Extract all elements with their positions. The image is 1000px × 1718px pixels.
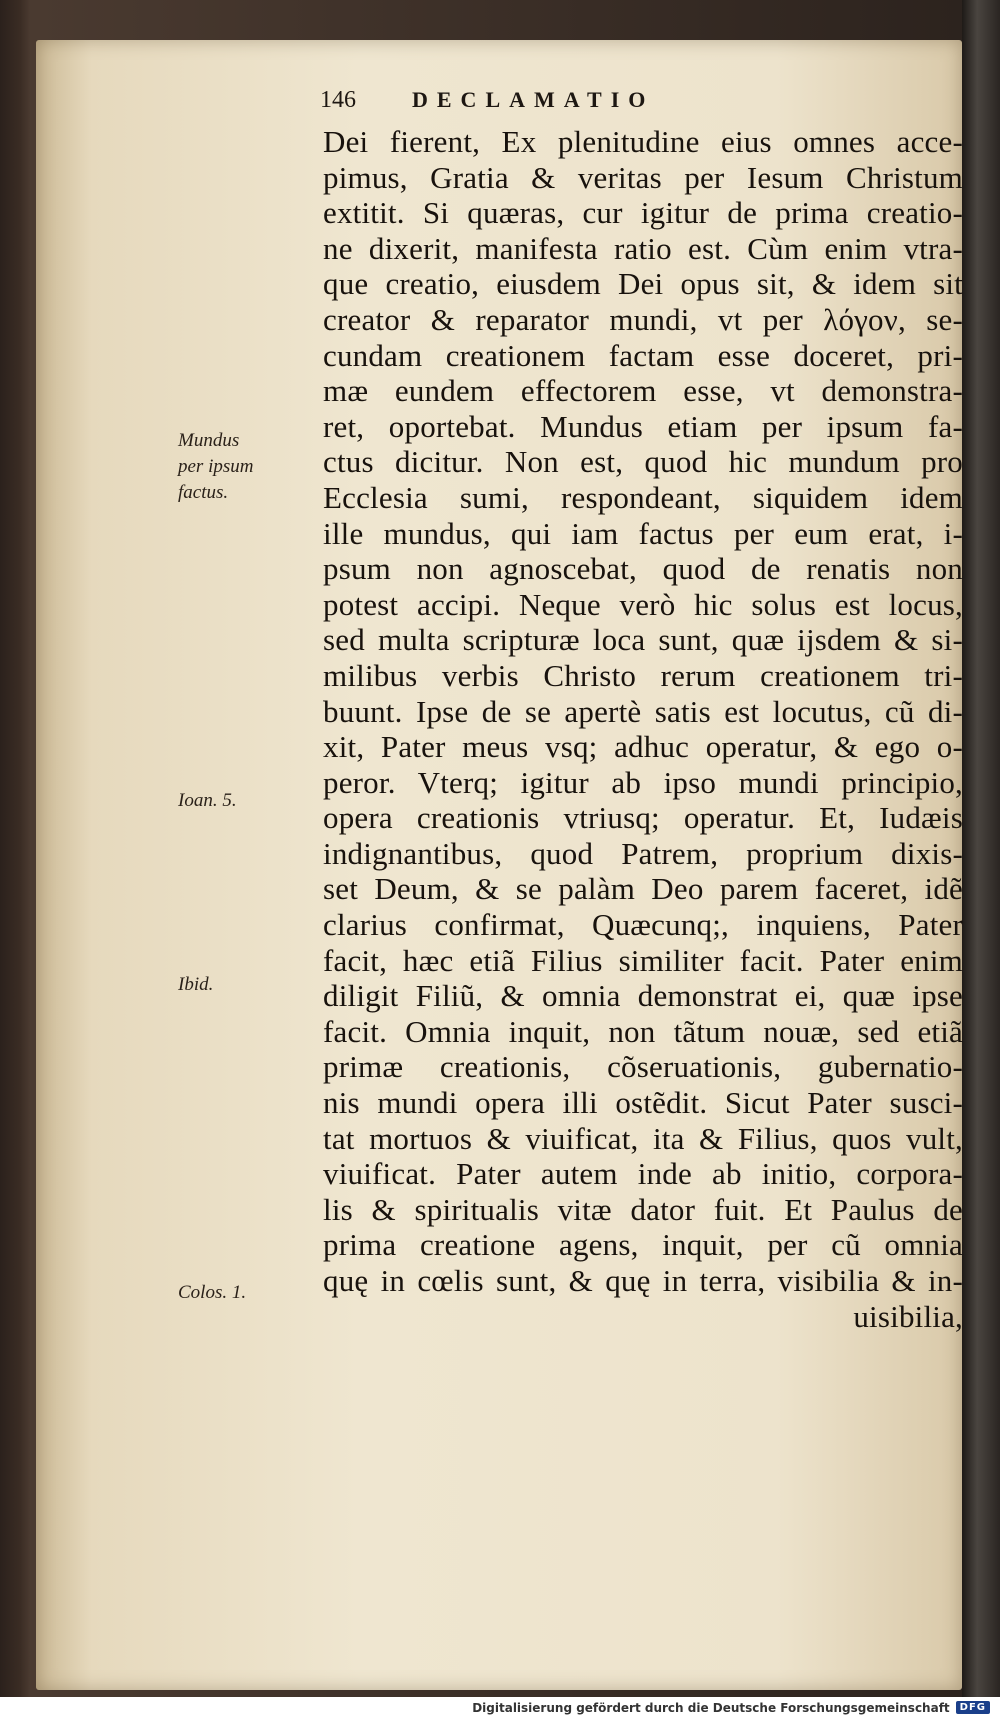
- page-header: [320, 83, 760, 117]
- book-binding: [962, 0, 1000, 1718]
- text-line: potest accipi. Neque verò hic solus est locus,: [323, 586, 963, 622]
- text-line: opera creationis vtriusq; operatur. Et, Iudæis: [323, 800, 963, 836]
- text-line: facit. Omnia inquit, non tãtum nouæ, sed etiã: [323, 1013, 963, 1049]
- running-title: DECLAMATIO: [412, 87, 655, 112]
- text-line: que creatio, eiusdem Dei opus sit, & idem sit: [323, 266, 963, 302]
- text-line: set Deum, & se palàm Deo parem faceret, idẽ: [323, 871, 963, 907]
- text-line: viuificat. Pater autem inde ab initio, corpora-: [323, 1156, 963, 1192]
- body-text: [323, 124, 963, 1334]
- text-line: facit, hæc etiã Filius similiter facit. Pater enim: [323, 942, 963, 978]
- text-line: ret, oportebat. Mundus etiam per ipsum fa-: [323, 408, 963, 444]
- digitization-footer: [0, 1697, 1000, 1718]
- marginal-note-line: per ipsum: [178, 456, 254, 477]
- page-number: 146: [320, 86, 356, 113]
- text-line: sed multa scripturæ loca sunt, quæ ijsdem & si-: [323, 622, 963, 658]
- marginal-note-colos: [178, 1280, 308, 1306]
- funding-credit: Digitalisierung gefördert durch die Deutsche Forschungsgemeinschaft: [472, 1700, 950, 1715]
- marginal-note-ibid: [178, 972, 308, 998]
- marginal-note-line: Colos. 1.: [178, 1282, 247, 1303]
- text-line: primæ creationis, cõseruationis, gubernatio-: [323, 1049, 963, 1085]
- text-line: clarius confirmat, Quæcunq;, inquiens, Pater: [323, 907, 963, 943]
- text-line: ne dixerit, manifesta ratio est. Cùm enim vtra-: [323, 230, 963, 266]
- text-line: psum non agnoscebat, quod de renatis non: [323, 551, 963, 587]
- text-line: Ecclesia sumi, respondeant, siquidem idem: [323, 479, 963, 515]
- marginal-note-ioan: [178, 788, 308, 814]
- marginal-note-line: Mundus: [178, 430, 240, 451]
- dfg-logo: DFG: [956, 1701, 990, 1714]
- text-line: xit, Pater meus vsq; adhuc operatur, & ego o-: [323, 729, 963, 765]
- text-line: diligit Filiũ, & omnia demonstrat ei, quæ ipse: [323, 978, 963, 1014]
- text-line: Dei fierent, Ex plenitudine eius omnes acce-: [323, 124, 963, 159]
- text-line: lis & spiritualis vitæ dator fuit. Et Paulus de: [323, 1191, 963, 1227]
- text-line: tat mortuos & viuificat, ita & Filius, quos vult,: [323, 1120, 963, 1156]
- text-line: prima creatione agens, inquit, per cũ omnia: [323, 1227, 963, 1263]
- text-line: creator & reparator mundi, vt per λόγον, se-: [323, 301, 963, 337]
- text-line: peror. Vterq; igitur ab ipso mundi principio,: [323, 764, 963, 800]
- marginal-note-line: factus.: [178, 482, 229, 503]
- text-line: uisibilia,: [853, 1298, 963, 1334]
- marginal-note-mundus: [178, 428, 308, 506]
- text-line: nis mundi opera illi ostẽdit. Sicut Pater susci-: [323, 1085, 963, 1121]
- text-line: quę in cœlis sunt, & quę in terra, visibilia & in-: [323, 1263, 963, 1298]
- text-line: milibus verbis Christo rerum creationem tri-: [323, 657, 963, 693]
- text-line: indignantibus, quod Patrem, proprium dixis-: [323, 835, 963, 871]
- text-line: ille mundus, qui iam factus per eum erat, i-: [323, 515, 963, 551]
- text-line: buunt. Ipse de se apertè satis est locutus, cũ di-: [323, 693, 963, 729]
- text-line: extitit. Si quæras, cur igitur de prima creatio-: [323, 195, 963, 231]
- text-line: pimus, Gratia & veritas per Iesum Christum: [323, 159, 963, 195]
- marginal-note-line: Ibid.: [178, 974, 214, 995]
- marginal-note-line: Ioan. 5.: [178, 790, 237, 811]
- text-line: cundam creationem factam esse doceret, pri-: [323, 337, 963, 373]
- text-line: ctus dicitur. Non est, quod hic mundum pro: [323, 444, 963, 480]
- text-line: mæ eundem effectorem esse, vt demonstra-: [323, 373, 963, 409]
